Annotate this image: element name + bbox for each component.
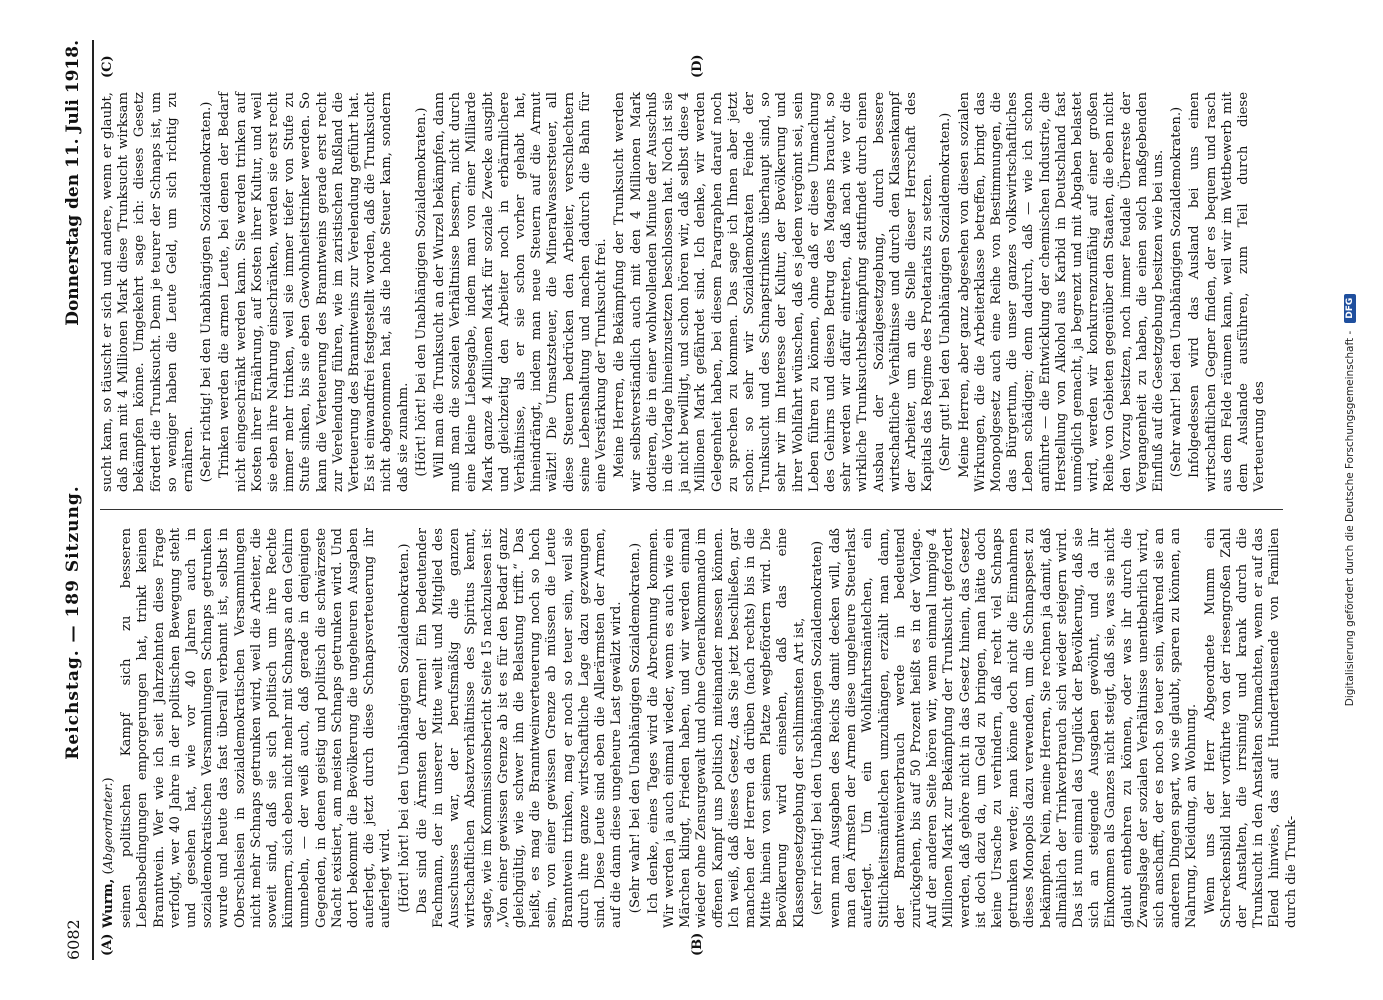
interjection: (sehr richtig! bei den Unabhängigen Sozialdemokraten) xyxy=(809,540,825,916)
paragraph: wenn man Ausgaben des Reichs damit decken will, daß man den Ärmsten der Armen diese ungeheure Steuerlast auferlegt. Um ein Wohlfahrtsmäntelchen, ein Sittlichkeitsmäntelchen umzuhängen, erzählt man dann, der Branntweinverbrauch werde in bedeutend zurückgehen, bis auf 50 Prozent heißt es in der Vorlage. Auf der anderen Seite hören wir, wenn einmal lumpige 4 Millionen Mark zur Bekämpfung der Trunksucht gefordert werden, daß gehöre nicht in das Gesetz hinein, das Gesetz ist doch dazu da, um Geld zu bringen, man hätte doch keine Ursache zu verhindern, daß recht viel Schnaps getrunken werde; man könne doch nicht die Einnahmen dieses Monopols dazu verwenden, um die Schnapspest zu bekämpfen. Nein, meine Herren, Sie rechnen ja damit, daß allmählich der Trinkverbrauch sich wieder steigern wird. Das ist nun einmal das Unglück der Bevölkerung, daß sie sich an steigende Ausgaben gewöhnt, und da ihr Einkommen als Ganzes nicht steigt, daß sie, was sie nicht glaubt entbehren zu können, oder was ihr durch die Zwangslage der sozialen Verhältnisse unentbehrlich wird, sich anschafft, der es noch so teuer sein, während sie an anderen Dingen spart, wo sie glaubt, sparen zu können, an Nahrung, Kleidung, an Wohnung. xyxy=(827,528,1200,928)
session-date: Donnerstag den 11. Juli 1918. xyxy=(63,40,83,326)
paragraph: Infolgedessen wird das Ausland bei uns einen wirtschaftlichen Gegner finden, der es bequem und rasch aus dem Felde räumen kann, weil wir im Wettbewerb mit dem Auslande ausführen, zum Teil durch diese Verteuerung des xyxy=(1187,92,1268,492)
paragraph: seinen politischen Kampf sich zu besseren Lebensbedingungen emporgerungen hat, trinkt keinen Branntwein. Wer wie ich seit Jahrzehnten diese Frage verfolgt, wer 40 Jahre in der politischen Bewegung steht und gesehen hat, wie vor 40 Jahren auch in sozialdemokratischen Versammlungen Schnaps getrunken wurde und heute das fast überall verbannt ist, selbst in Oberschlesien in sozialdemokratischen Versammlungen nicht mehr Schnaps getrunken wird, weil die Arbeiter, die soweit sind, daß sie sich politisch um ihre Rechte kümmern, sich eben nicht mehr mit Schnaps an den Gehirn umnebeln, — der weiß auch, daß gerade in denjenigen Gegenden, in denen geistig und politisch die schwärzeste Nacht existiert, am meisten Schnaps getrunken wird. Und dort bekommt die Bevölkerung die ungeheuren Ausgaben auferlegt, die jetzt durch diese Schnapsverteuerung ihr auferlegt wird. xyxy=(119,528,394,928)
page-number: 6082 xyxy=(63,919,83,960)
interjection: (Sehr wahr! bei den Unabhängigen Sozialdemokraten.) xyxy=(1169,106,1185,478)
right-column xyxy=(100,92,1283,492)
paragraph: Das sind die Ärmsten der Armen! Ein bedeutender Fachmann, der in unserer Mitte weilt und Mitglied des Ausschusses war, der berufsmäßig die ganzen wirtschaftlichen Absatzverhältnisse des Spiritus kennt, sagte, wie im Kommissionsbericht Seite 15 nachzulesen ist: „Von einer gewissen Grenze ab ist es für den Bedarf ganz gleichgültig, wie schwer ihn die Belastung trifft.“ Das heißt, es mag die Branntweinverteuerung noch so hoch sein, von einer gewissen Grenze ab müssen die Leute Branntwein trinken, mag er noch so teuer sein, weil sie durch ihre ganze wirtschaftliche Lage dazu gezwungen sind. Diese Leute sind eben die Allerärmsten der Armen, auf die dann diese ungeheure Last gewälzt wird. xyxy=(414,528,625,928)
paragraph: sucht kam, so täuscht er sich und andere, wenn er glaubt, daß man mit 4 Millionen Mark diese Trunksucht wirksam bekämpfen könne. Umgekehrt sage ich: dieses Gesetz fördert die Trunksucht. Denn je teurer der Schnaps ist, um so weniger haben die Leute Geld, um sich richtig zu ernähren. xyxy=(100,92,197,492)
speaker-line: Wurm, (Abgeordneter.) xyxy=(101,777,116,928)
paragraph: Meine Herren, aber ganz abgesehen von diesen sozialen Wirkungen, die die Arbeiterklasse betreffen, bringt das Monopolgesetz auch eine Reihe von Bestimmungen, die das Bürgertum, die unser ganzes volkswirtschaftliches Leben schädigen; denn dadurch, daß — wie ich schon anführte — die Entwicklung der chemischen Industrie, die Herstellung von Alkohol aus Karbid in Deutschland fast unmöglich gemacht, ja begrenzt und mit Abgaben belastet wird, werden wir konkurrenzunfähig auf einer großen Reihe von Gebieten gegenüber den Staaten, die eben nicht den Vorzug besitzen, noch immer feudale Überreste der Vergangenheit zu haben, die einen solch maßgebenden Einfluß auf die Gesetzgebung besitzen wie bei uns. xyxy=(956,92,1166,492)
interjection: (Sehr gut! bei den Unabhängigen Sozialdemokraten.) xyxy=(938,112,954,472)
credit-text: Digitalisierung gefördert durch die Deutsche Forschungsgemeinschaft - xyxy=(1344,330,1356,707)
interjection: (Hört! hört! bei den Unabhängigen Sozialdemokraten.) xyxy=(396,543,412,913)
digitization-credit xyxy=(1340,0,1360,1000)
interjection: (Hört! hört! bei den Unabhängigen Sozialdemokraten.) xyxy=(413,107,429,477)
page-header xyxy=(58,40,88,960)
paragraph: Wenn uns der Herr Abgeordnete Mumm ein Schreckensbild hier vorführte von der riesengroßen Zahl der Anstalten, die irrsinnig und krank durch die Trunksucht in den Anstalten schmachten, wenn er auf das Elend hinwies, das auf Hunderttausende von Familien durch die Trunk- xyxy=(1202,528,1299,928)
paragraph: Trinken werden die armen Leute, bei denen der Bedarf nicht eingeschränkt werden kann. Sie werden trinken auf Kosten ihrer Ernährung, auf Kosten ihrer Kultur, und weil sie eben ihre Nahrung einschränken, werden sie erst recht immer mehr trinken, weil sie immer tiefer von Stufe zu Stufe sinken, bis sie eben Gewohnheitstrinker werden. So kann die Verteuerung des Branntweins gerade erst recht zur Verelendung führen, wie im zaristischen Rußland die Verteuerung des Branntweins zur Verelendung geführt hat. Es ist einwandfrei festgestellt worden, daß die Trunksucht nicht abgenommen hat, als die hohe Steuer kam, sondern daß sie zunahm. xyxy=(217,92,411,492)
margin-marker-d: (D) xyxy=(690,54,705,78)
speaker-role: Abgeordneter. xyxy=(101,782,115,870)
speaker-name: Wurm, xyxy=(101,878,116,928)
margin-marker-b: (B) xyxy=(690,932,705,956)
session-title: Reichstag. — 189 Sitzung. xyxy=(63,485,83,760)
paragraph: Will man die Trunksucht an der Wurzel bekämpfen, dann muß man die sozialen Verhältnisse bessern, nicht durch eine kleine Liebesgabe, indem man von einer Milliarde Mark ganze 4 Millionen Mark für soziale Zwecke ausgibt und gleichzeitig den Arbeiter noch in erbärmlichere Verhältnisse, als er sie schon vorher gehabt hat, hineindrängt, indem man neue Steuern auf die Armut wälzt! Die Umsatzsteuer, die Mineralwassersteuer, all diese Steuern bedrücken den Arbeiter, verschlechtern seine Lebenshaltung und machen dadurch die Bahn für eine Verstärkung der Trunksucht frei. xyxy=(432,92,610,492)
paragraph: Ich denke, eines Tages wird die Abrechnung kommen. Wir werden ja auch einmal wieder, wenn es auch wie ein Märchen klingt, Frieden haben, und wir werden einmal wieder ohne Zensurgewalt und ohne Generalkommando im offenen Kampf uns politisch miteinander messen können. Ich weiß, daß dieses Gesetz, das Sie jetzt beschließen, gar manchen der Herren da drüben (nach rechts) bis in die Mitte hinein von seinem Platze wegbefördern wird. Die Bevölkerung wird einsehen, daß das eine Klassengesetzgebung der schlimmsten Art ist, xyxy=(645,528,807,928)
left-column xyxy=(100,528,1299,928)
margin-marker-c: (C) xyxy=(100,55,115,78)
dfg-logo-icon: DFG xyxy=(1344,294,1356,323)
interjection: (Sehr wahr! bei den Unabhängigen Sozialdemokraten.) xyxy=(627,542,643,914)
interjection: (Sehr richtig! bei den Unabhängigen Sozialdemokraten.) xyxy=(199,101,215,483)
margin-marker-a: (A) xyxy=(100,933,115,956)
paragraph: Meine Herren, die Bekämpfung der Trunksucht werden wir selbstverständlich auch mit den 4 Millionen Mark dotieren, die in einer wohlwollenden Minute der Ausschuß in die Vorlage hineinzusetzen beschlossen hat. Noch ist sie ja nicht bewilligt, und schon hören wir, daß selbst diese 4 Millionen Mark gefährdet sind. Ich denke, wir werden Gelegenheit haben, bei diesem Paragraphen darauf noch zu sprechen zu kommen. Das sage ich Ihnen aber jetzt schon: so sehr wir Sozialdemokraten Feinde der Trunksucht und des Schnapstrinkens überhaupt sind, so sehr wir im Interesse der Kultur, der Bevölkerung und ihrer Wohlfahrt wünschen, daß es jedem vergönnt sei, sein Leben führen zu können, ohne daß er diese Unmachung des Gehirns und diesen Betrug des Magens braucht, so sehr werden wir dafür eintreten, daß nach wie vor die wirkliche Trunksuchtsbekämpfung stattfindet durch einen Ausbau der Sozialgesetzgebung, durch bessere wirtschaftliche Verhältnisse und durch den Klassenkampf der Arbeiter, um an die Stelle dieser Herrschaft des Kapitals das Regime des Proletariats zu setzen. xyxy=(612,92,936,492)
header-rule xyxy=(92,40,94,960)
column-divider xyxy=(100,509,1283,510)
